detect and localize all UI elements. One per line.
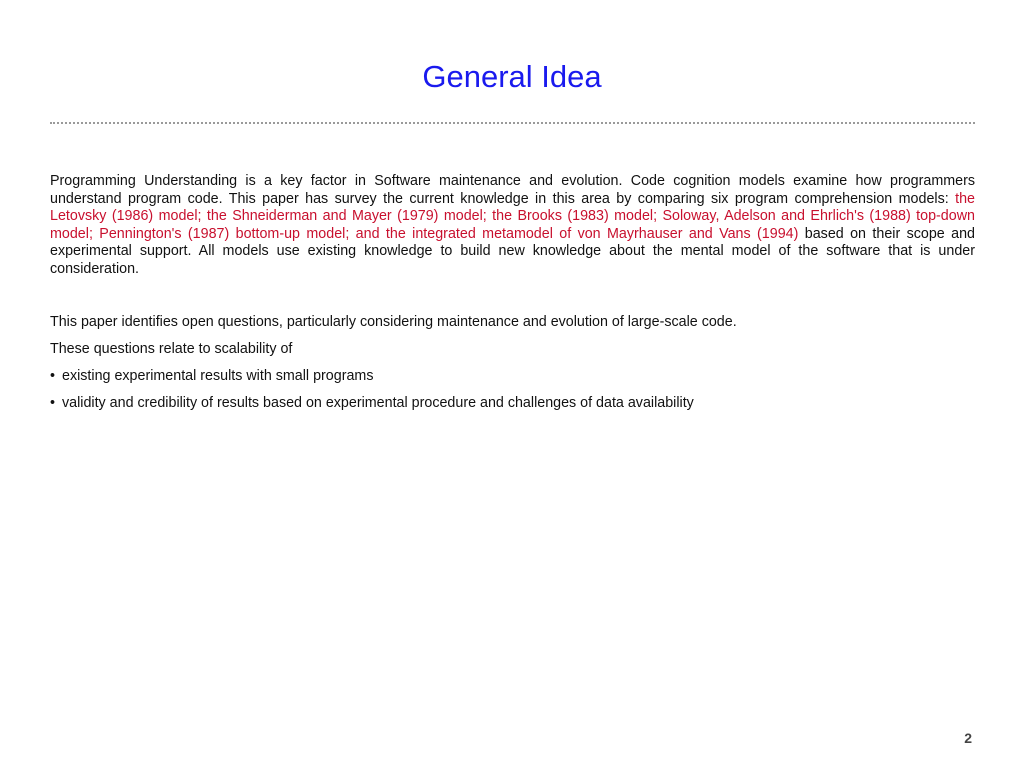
page-number: 2	[964, 730, 972, 746]
bullet-item	[50, 368, 975, 386]
questions-intro: These questions relate to scalability of	[50, 340, 293, 357]
bullet-text: validity and credibility of results based on experimental procedure and challenges of data availability	[62, 394, 694, 411]
slide-title: General Idea	[422, 59, 602, 94]
bullet-icon: •	[50, 367, 56, 384]
models-highlight: the Letovsky (1986) model; the Shneiderman and Mayer (1979) model; the Brooks (1983) model; Soloway, Adelson and Ehrlich's (1988) top-down model; Pennington's (1987) bottom-up model; and the integrated metamodel of von Mayrhauser and Vans (1994)	[50, 190, 975, 242]
bullet-text: existing experimental results with small programs	[62, 367, 374, 384]
intro-paragraph	[50, 173, 975, 279]
intro-text-start: Programming Understanding is a key factor in Software maintenance and evolution. Code cognition models examine how programmers understand program code. This paper has survey the current knowledge in this area by comparing six program comprehension models:	[50, 173, 975, 207]
open-questions-paragraph: This paper identifies open questions, particularly considering maintenance and evolution of large-scale code.	[50, 313, 737, 330]
intro-text-end: based on their scope and experimental support. All models use existing knowledge to build new knowledge about the mental model of the software that is under consideration.	[50, 225, 975, 277]
bullet-item	[50, 395, 975, 413]
title-divider	[50, 122, 975, 124]
bullet-icon: •	[50, 394, 56, 411]
slide-content	[50, 173, 975, 412]
